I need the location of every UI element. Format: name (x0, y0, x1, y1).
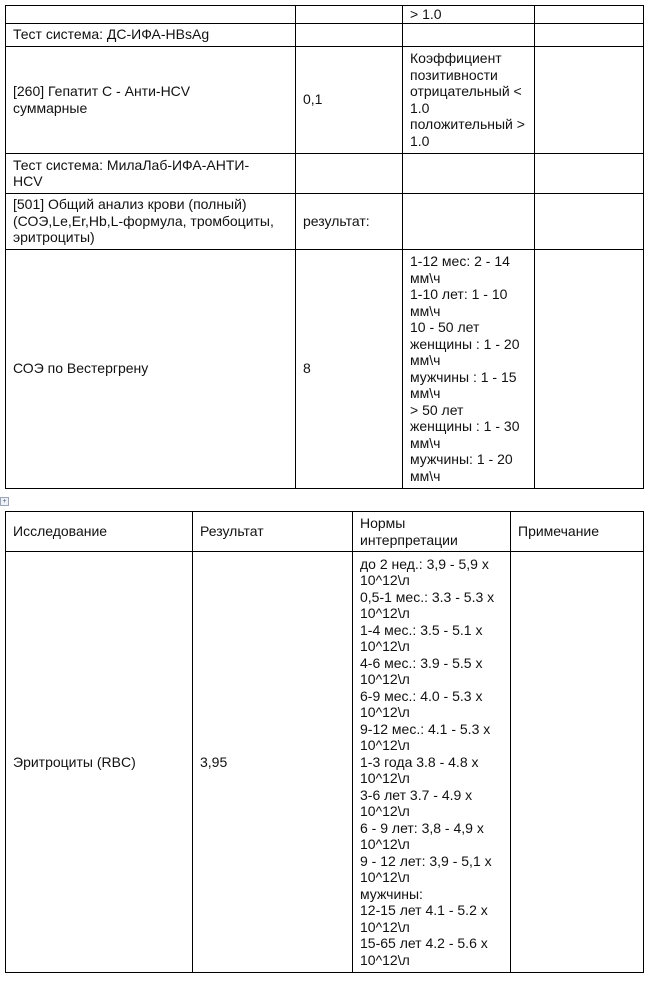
result-cell (296, 153, 403, 193)
result-cell (296, 6, 403, 24)
norms-cell (403, 46, 535, 153)
norm-line: > 50 лет (410, 401, 464, 418)
norm-line: 9-12 мес.: 4.1 - 5.3 х 10^12\л (360, 720, 491, 754)
norms-cell (403, 193, 535, 249)
norm-line: 9 - 12 лет: 3,9 - 5,1 х 10^12\л (360, 852, 492, 886)
table-header-row (6, 512, 644, 552)
norm-line: женщины : 1 - 20 мм\ч (410, 335, 520, 368)
norm-line: 1-3 года 3.8 - 4.8 х 10^12\л (360, 753, 479, 787)
norm-line: 1-12 мес: 2 - 14 мм\ч (410, 253, 510, 286)
header-norms: Нормы интерпретации (353, 512, 511, 552)
table-row (6, 6, 644, 24)
note-cell (535, 249, 644, 488)
results-table-continued (5, 5, 644, 489)
norm-line: 6-9 мес.: 4.0 - 5.3 х 10^12\л (360, 687, 483, 721)
norm-line: Коэффициент позитивности отрицательный < 1.0 (410, 50, 522, 116)
norm-line: мужчины: (360, 885, 423, 902)
norm-line: 12-15 лет 4.1 - 5.2 х 10^12\л (360, 902, 488, 935)
norm-line: 10 - 50 лет (410, 319, 480, 335)
table-row (6, 552, 644, 973)
norm-line: мужчины : 1 - 15 мм\ч (410, 368, 517, 401)
test-cell: [501] Общий анализ крови (полный)(СОЭ,Le,Er,Hb,L-формула, тромбоциты, эритроциты) (6, 193, 296, 249)
norms-cell (403, 249, 535, 488)
result-cell: 0,1 (296, 46, 403, 153)
table-row (6, 46, 644, 153)
header-result: Результат (193, 512, 353, 552)
note-cell (535, 6, 644, 24)
test-cell: СОЭ по Вестергрену (6, 249, 296, 488)
note-cell (535, 46, 644, 153)
table-row (6, 23, 644, 46)
header-test: Исследование (6, 512, 193, 552)
norm-line: 1-4 мес.: 3.5 - 5.1 х 10^12\л (360, 621, 483, 655)
norms-cell (403, 153, 535, 193)
table-row (6, 193, 644, 249)
table-row (6, 153, 644, 193)
result-cell: 8 (296, 249, 403, 488)
norms-cell (403, 23, 535, 46)
norm-line: 4-6 мес.: 3.9 - 5.5 х 10^12\л (360, 654, 483, 688)
norm-line: 1-10 лет: 1 - 10 мм\ч (410, 286, 508, 319)
norm-line: женщины : 1 - 30 мм\ч (410, 418, 520, 451)
results-table (5, 511, 644, 973)
norms-cell (403, 6, 535, 24)
test-cell: Тест система: ДС-ИФА-HBsAg (6, 23, 296, 46)
norms-cell (353, 552, 511, 973)
norm-line: 6 - 9 лет: 3,8 - 4,9 х 10^12\л (360, 819, 484, 853)
norm-line: мужчины: 1 - 20 мм\ч (410, 451, 513, 484)
result-cell: 3,95 (193, 552, 353, 973)
note-cell (511, 552, 644, 973)
norm-line: положительный > 1.0 (410, 116, 525, 149)
norm-line: 3-6 лет 3.7 - 4.9 х 10^12\л (360, 786, 473, 820)
note-cell (535, 193, 644, 249)
norm-line: до 2 нед.: 3,9 - 5,9 х 10^12\л (360, 555, 489, 589)
header-note: Примечание (511, 512, 644, 552)
note-cell (535, 153, 644, 193)
test-cell: Эритроциты (RBC) (6, 552, 193, 973)
result-cell: результат: (296, 193, 403, 249)
norm-line: > 1.0 (410, 6, 442, 22)
test-cell (6, 6, 296, 24)
move-handle-icon[interactable]: + (0, 497, 9, 506)
norm-line: 0,5-1 мес.: 3.3 - 5.3 х 10^12\л (360, 588, 495, 622)
result-cell (296, 23, 403, 46)
note-cell (535, 23, 644, 46)
test-cell: [260] Гепатит С - Анти-HCV суммарные (6, 46, 296, 153)
norm-line: 15-65 лет 4.2 - 5.6 х 10^12\л (360, 935, 488, 968)
table-row (6, 249, 644, 488)
test-cell: Тест система: МилаЛаб-ИФА-АНТИ-HCV (6, 153, 296, 193)
